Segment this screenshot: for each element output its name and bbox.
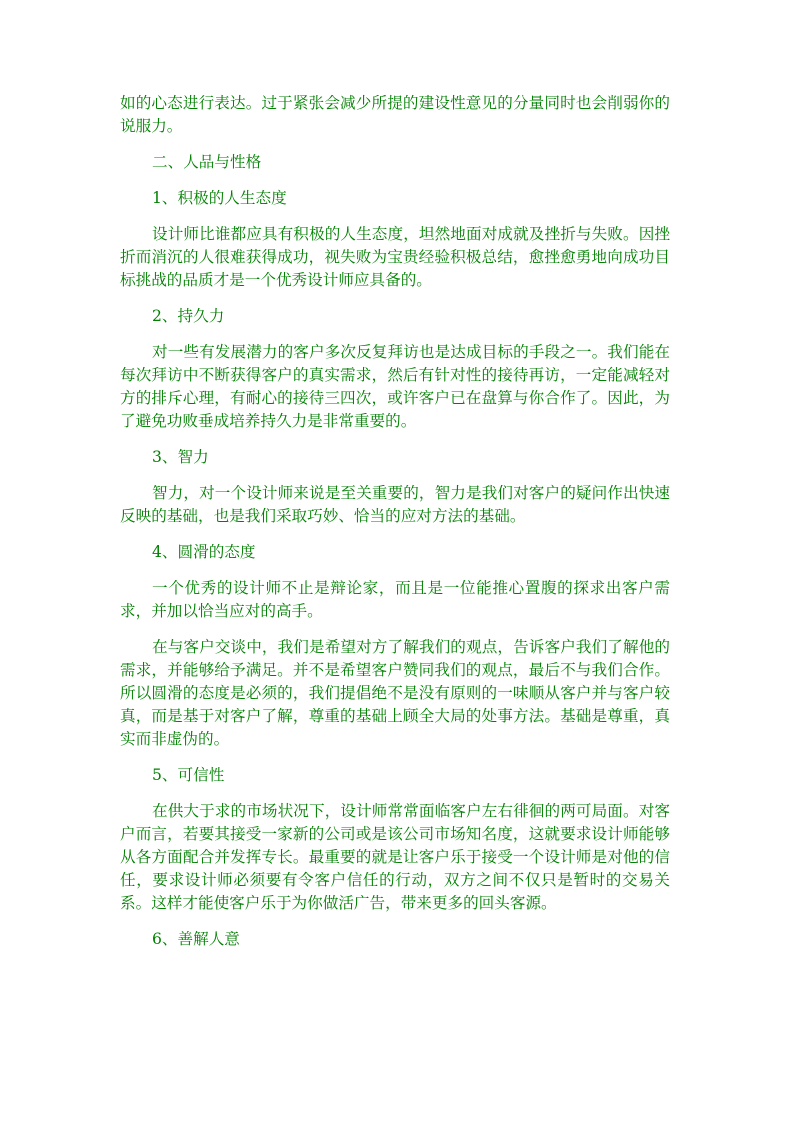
subheading-tactful-attitude: 4、圆滑的态度 xyxy=(152,543,256,561)
subheading-empathy: 6、善解人意 xyxy=(152,930,240,948)
paragraph-tactful-attitude-1: 一个优秀的设计师不止是辩论家，而且是一位能推心置腹的探求出客户需求，并加以恰当应对的高手。 xyxy=(120,579,670,620)
paragraph-positive-attitude: 设计师比谁都应具有积极的人生态度，坦然地面对成就及挫折与失败。因挫折而消沉的人很难获得成功，视失败为宝贵经验积极总结，愈挫愈勇地向成功目标挑战的品质才是一个优秀设计师应具备的。 xyxy=(120,225,670,289)
subheading-positive-attitude: 1、积极的人生态度 xyxy=(152,189,287,207)
document-page xyxy=(120,92,670,964)
subheading-intelligence: 3、智力 xyxy=(152,448,209,466)
paragraph-credibility: 在供大于求的市场状况下，设计师常常面临客户左右徘徊的两可局面。对客户而言，若要其接受一家新的公司或是该公司市场知名度，这就要求设计师能够从各方面配合并发挥专长。最重要的就是让客户乐于接受一个设计师是对他的信任，要求设计师必须要有令客户信任的行动，双方之间不仅只是暂时的交易关系。这样才能使客户乐于为你做活广告，带来更多的回头客源。 xyxy=(120,802,670,912)
paragraph-continuation: 如的心态进行表达。过于紧张会减少所提的建设性意见的分量同时也会削弱你的说服力。 xyxy=(120,94,670,135)
paragraph-intelligence: 智力，对一个设计师来说是至关重要的，智力是我们对客户的疑问作出快速反映的基础，也是我们采取巧妙、恰当的应对方法的基础。 xyxy=(120,484,670,525)
section-heading-character: 二、人品与性格 xyxy=(152,153,262,171)
subheading-credibility: 5、可信性 xyxy=(152,766,225,784)
subheading-persistence: 2、持久力 xyxy=(152,307,225,325)
paragraph-tactful-attitude-2: 在与客户交谈中，我们是希望对方了解我们的观点，告诉客户我们了解他的需求，并能够给予满足。并不是希望客户赞同我们的观点，最后不与我们合作。所以圆滑的态度是必须的，我们提倡绝不是没有原则的一味顺从客户并与客户较真，而是基于对客户了解，尊重的基础上顾全大局的处事方法。基础是尊重，真实而非虚伪的。 xyxy=(120,638,670,748)
paragraph-persistence: 对一些有发展潜力的客户多次反复拜访也是达成目标的手段之一。我们能在每次拜访中不断获得客户的真实需求，然后有针对性的接待再访，一定能减轻对方的排斥心理，有耐心的接待三四次，或许客户已在盘算与你合作了。因此，为了避免功败垂成培养持久力是非常重要的。 xyxy=(120,343,670,430)
